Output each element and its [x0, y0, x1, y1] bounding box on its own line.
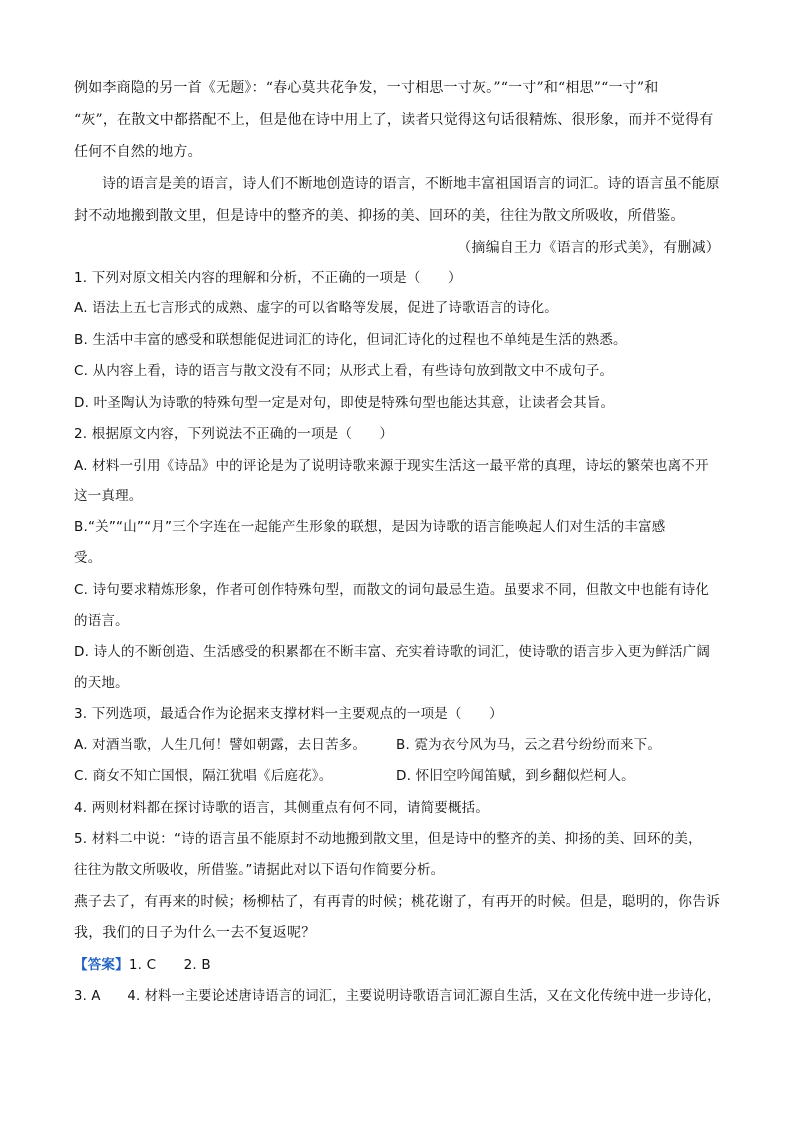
passage-source: （摘编自王力《语言的形式美》，有删减） [457, 240, 720, 256]
answer-line: 3. A 4. 材料一主要论述唐诗语言的词汇，主要说明诗歌语言词汇源自生活，又在文化传统中进一步诗化， [74, 988, 721, 1004]
option-c: C. 诗句要求精炼形象，作者可创作特殊句型，而散文的词句最忌生造。虽要求不同，但散文中也能有诗化 [74, 582, 710, 598]
option-b: B. 生活中丰富的感受和联想能促进词汇的诗化，但词汇诗化的过程也不单纯是生活的熟悉。 [74, 332, 627, 348]
question-stem-cont: 往往为散文所吸收，所借鉴。”请据此对以下语句作简要分析。 [74, 862, 445, 878]
option-c: C. 商女不知亡国恨，隔江犹唱《后庭花》。 [74, 768, 333, 784]
option-a: A. 语法上五七言形式的成熟、虚字的可以省略等发展，促进了诗歌语言的诗化。 [74, 300, 558, 316]
passage-line: 任何不自然的地方。 [74, 144, 202, 160]
option-d-cont: 的天地。 [74, 675, 129, 691]
answer-tag: 【答案】 [74, 957, 129, 973]
option-d: D. 诗人的不断创造、生活感受的积累都在不断丰富、充实着诗歌的词汇，使诗歌的语言步入更为鲜活广阔 [74, 644, 711, 660]
passage-line: “灰”，在散文中都搭配不上，但是他在诗中用上了，读者只觉得这句话很精炼、很形象，而并不觉得有 [74, 112, 714, 128]
passage-line: 诗的语言是美的语言，诗人们不断地创造诗的语言，不断地丰富祖国语言的词汇。诗的语言虽不能原 [102, 176, 720, 192]
option-d: D. 怀旧空吟闻笛赋，到乡翻似烂柯人。 [396, 768, 635, 784]
question-stem: 4. 两则材料都在探讨诗歌的语言，其侧重点有何不同，请简要概括。 [74, 800, 490, 816]
option-a: A. 对酒当歌，人生几何！譬如朝露，去日苦多。 [74, 737, 367, 753]
quoted-text: 燕子去了，有再来的时候；杨柳枯了，有再青的时候；桃花谢了，有再开的时候。但是，聪明的，你告诉 [74, 894, 721, 910]
question-stem: 2. 根据原文内容，下列说法不正确的一项是（ ） [74, 426, 394, 442]
option-row [74, 735, 366, 755]
option-b: B.“关”“山”“月”三个字连在一起能产生形象的联想，是因为诗歌的语言能唤起人们对生活的丰富感 [74, 519, 666, 535]
answer-line [74, 955, 211, 975]
passage-line: 封不动地搬到散文里，但是诗中的整齐的美、抑扬的美、回环的美，往往为散文所吸收，所借鉴。 [74, 208, 685, 224]
option-a: A. 材料一引用《诗品》中的评论是为了说明诗歌来源于现实生活这一最平常的真理，诗坛的繁荣也离不开 [74, 458, 709, 474]
passage-line: 例如李商隐的另一首《无题》：“春心莫共花争发，一寸相思一寸灰。”“一寸”和“相思”“一寸”和 [74, 80, 659, 96]
option-d: D. 叶圣陶认为诗歌的特殊句型一定是对句，即使是特殊句型也能达其意，让读者会其旨。 [74, 395, 615, 411]
option-c: C. 从内容上看，诗的语言与散文没有不同；从形式上看，有些诗句放到散文中不成句子。 [74, 363, 614, 379]
option-a-cont: 这一真理。 [74, 488, 143, 504]
option-b: B. 霓为衣兮风为马，云之君兮纷纷而来下。 [396, 737, 662, 753]
question-stem: 3. 下列选项，最适合作为论据来支撑材料一主要观点的一项是（ ） [74, 706, 503, 722]
question-stem: 1. 下列对原文相关内容的理解和分析，不正确的一项是（ ） [74, 270, 462, 286]
option-b-cont: 受。 [74, 550, 102, 566]
quoted-text-cont: 我，我们的日子为什么一去不复返呢？ [74, 925, 316, 941]
answer-values: 1. C 2. B [128, 957, 211, 973]
question-stem: 5. 材料二中说：“诗的语言虽不能原封不动地搬到散文里，但是诗中的整齐的美、抑扬的美、回环的美， [74, 831, 702, 847]
option-c-cont: 的语言。 [74, 613, 129, 629]
